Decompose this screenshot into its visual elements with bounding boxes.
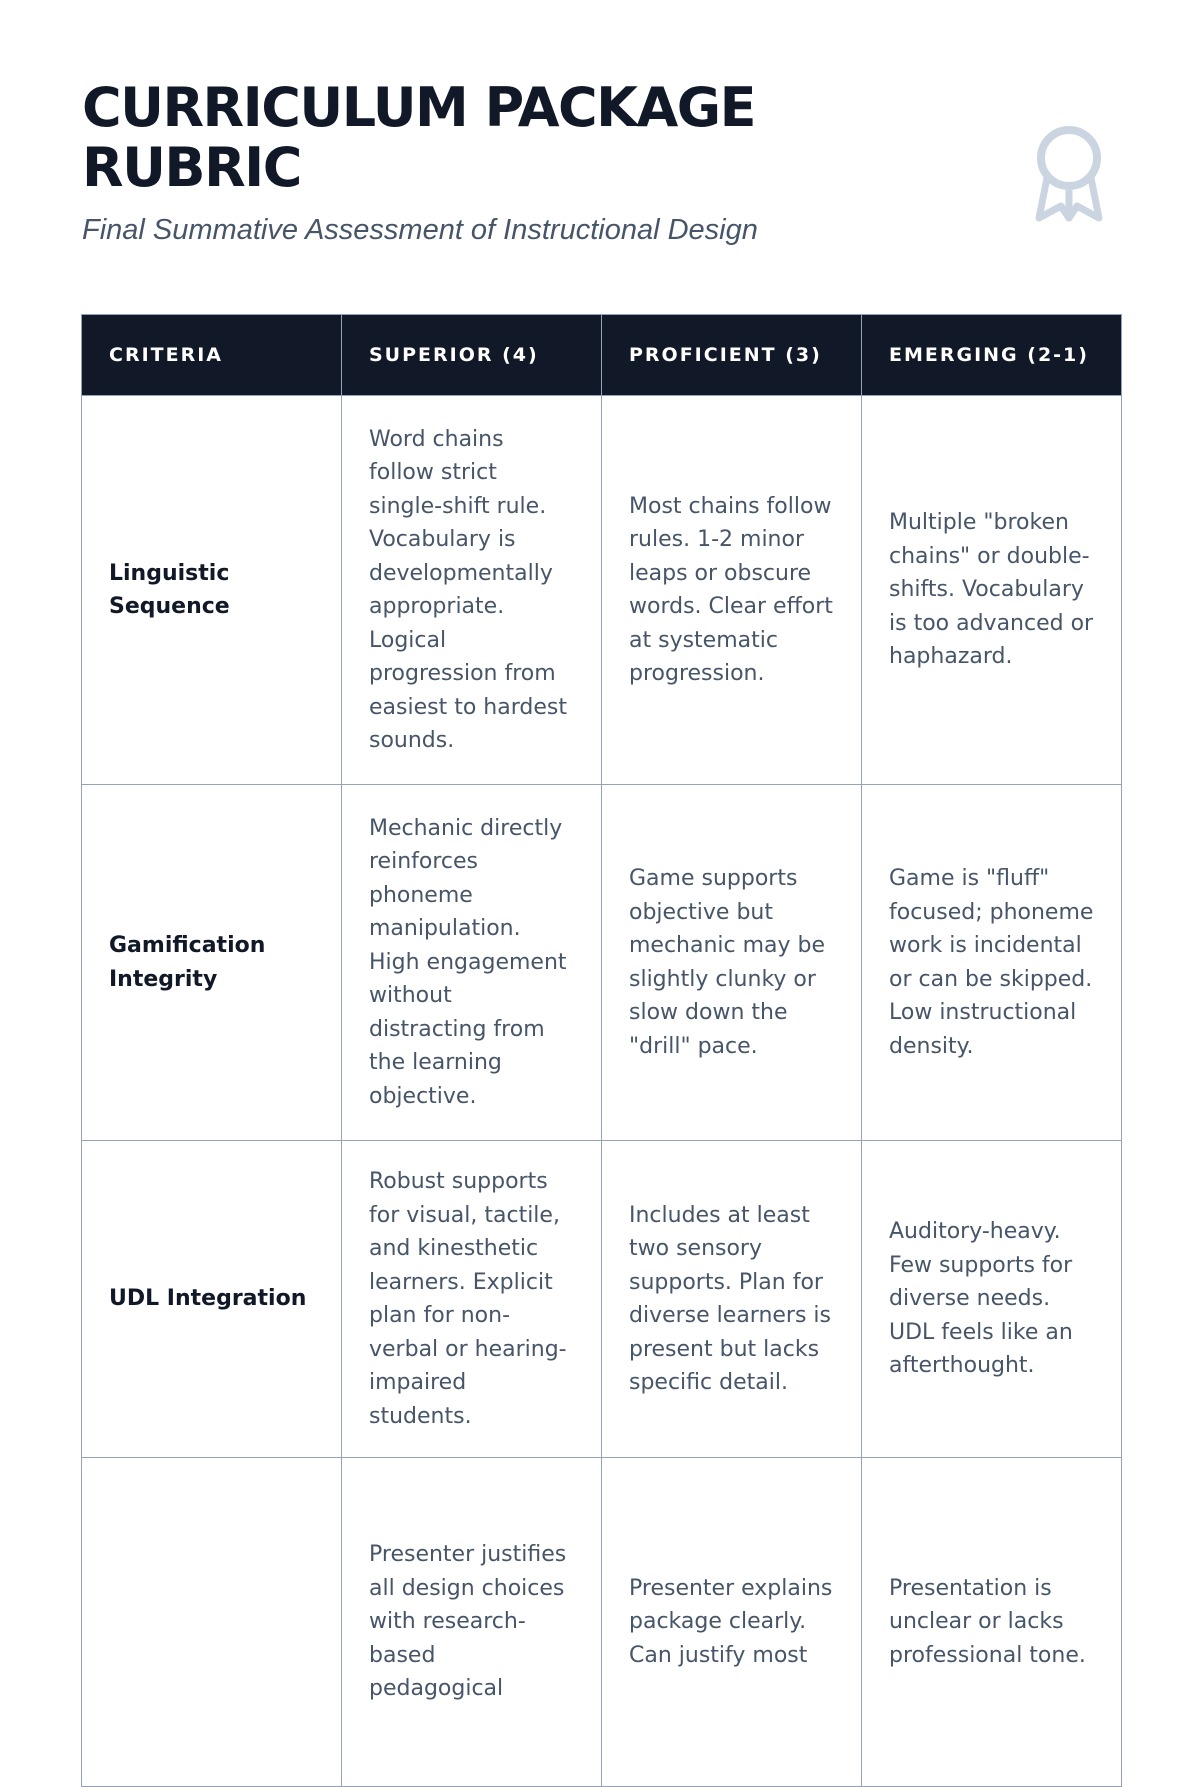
table-row — [82, 1458, 1122, 1787]
column-header-criteria: CRITERIA — [82, 315, 342, 396]
award-ribbon-icon — [1033, 120, 1105, 224]
criteria-cell: Gamification Integrity — [82, 785, 342, 1141]
criteria-cell: UDL Integration — [82, 1141, 342, 1458]
rubric-table — [81, 314, 1122, 1787]
page-header — [82, 78, 982, 248]
table-row — [82, 396, 1122, 785]
emerging-cell: Game is "fluff" focused; phoneme work is incidental or can be skipped. Low instructional density. — [862, 785, 1122, 1141]
superior-cell: Robust supports for visual, tactile, and kinesthetic learners. Explicit plan for non-verbal or hearing-impaired students. — [342, 1141, 602, 1458]
emerging-cell: Presentation is unclear or lacks professional tone. — [862, 1458, 1122, 1787]
superior-cell: Mechanic directly reinforces phoneme manipulation. High engagement without distracting from the learning objective. — [342, 785, 602, 1141]
proficient-cell: Presenter explains package clearly. Can justify most — [602, 1458, 862, 1787]
page-subtitle: Final Summative Assessment of Instructional Design — [82, 214, 758, 246]
emerging-cell: Auditory-heavy. Few supports for diverse needs. UDL feels like an afterthought. — [862, 1141, 1122, 1458]
proficient-cell: Includes at least two sensory supports. Plan for diverse learners is present but lacks specific detail. — [602, 1141, 862, 1458]
column-header-proficient: PROFICIENT (3) — [602, 315, 862, 396]
proficient-cell: Most chains follow rules. 1-2 minor leaps or obscure words. Clear effort at systematic progression. — [602, 396, 862, 785]
table-row — [82, 785, 1122, 1141]
column-header-superior: SUPERIOR (4) — [342, 315, 602, 396]
emerging-cell: Multiple "broken chains" or double-shifts. Vocabulary is too advanced or haphazard. — [862, 396, 1122, 785]
column-header-emerging: EMERGING (2-1) — [862, 315, 1122, 396]
criteria-cell — [82, 1458, 342, 1787]
proficient-cell: Game supports objective but mechanic may be slightly clunky or slow down the "drill" pace. — [602, 785, 862, 1141]
superior-cell: Presenter justifies all design choices with research-based pedagogical — [342, 1458, 602, 1787]
criteria-cell: Linguistic Sequence — [82, 396, 342, 785]
rubric-header-row — [82, 315, 1122, 396]
table-row — [82, 1141, 1122, 1458]
superior-cell: Word chains follow strict single-shift rule. Vocabulary is developmentally appropriate. Logical progression from easiest to hardest sounds. — [342, 396, 602, 785]
page-title: CURRICULUM PACKAGE RUBRIC — [82, 76, 755, 199]
